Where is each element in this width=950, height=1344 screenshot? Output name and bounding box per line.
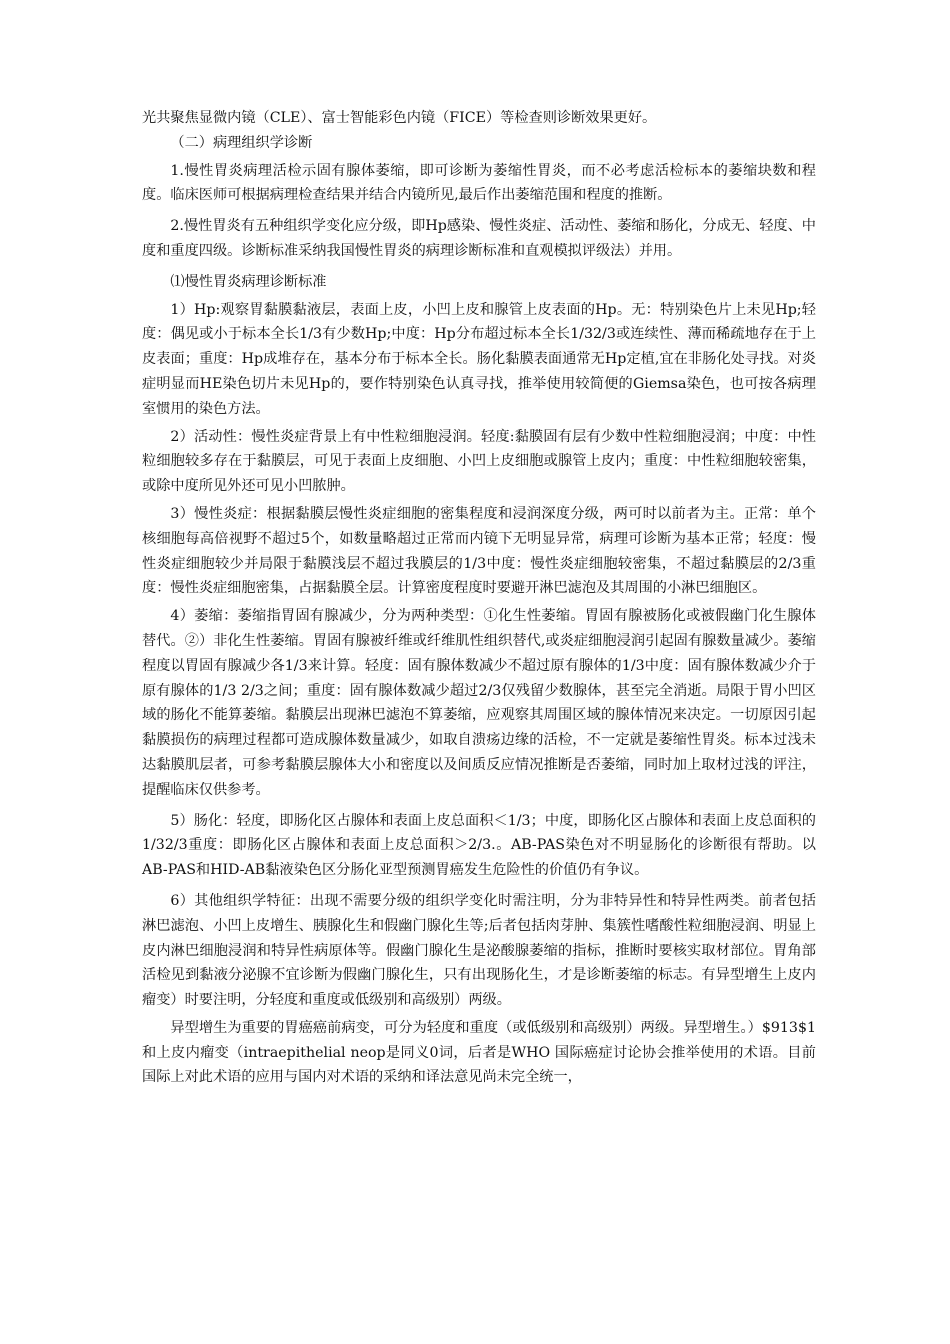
paragraph-criterion-inflammation: 3）慢性炎症：根据黏膜层慢性炎症细胞的密集程度和浸润深度分级，两可时以前者为主。正常：单个核细胞每高倍视野不超过5个，如数量略超过正常而内镜下无明显异常，病理可诊断为基本正常；轻度：慢性炎症细胞较少并局限于黏膜浅层不超过我膜层的1/3中度：慢性炎症细胞较密集，不超过黏膜层的2/3重度：慢性炎症细胞密集，占据黏膜全层。计算密度程度时要避开淋巴滤泡及其周围的小淋巴细胞区。 (142, 505, 816, 597)
paragraph-criterion-other: 6）其他组织学特征：出现不需要分级的组织学变化时需注明，分为非特异性和特异性两类。前者包括淋巴滤泡、小凹上皮增生、胰腺化生和假幽门腺化生等;后者包括肉芽肿、集簇性嗜酸性粒细胞浸润、明显上皮内淋巴细胞浸润和特异性病原体等。假幽门腺化生是泌酸腺萎缩的指标，推断时要核实取材部位。胃角部活检见到黏液分泌腺不宜诊断为假幽门腺化生，只有出现肠化生，才是诊断萎缩的标志。有异型增生上皮内瘤变）时要注明，分轻度和重度或低级别和高级别）两级。 (142, 892, 816, 1009)
paragraph-criterion-metaplasia: 5）肠化：轻度，即肠化区占腺体和表面上皮总面积＜1/3；中度，即肠化区占腺体和表面上皮总面积的1/32/3重度：即肠化区占腺体和表面上皮总面积＞2/3.。AB-PAS染色对不明显肠化的诊断很有帮助。以AB-PAS和HID-AB黏液染色区分肠化亚型预测胃癌发生危险性的价值仍有争议。 (142, 812, 816, 879)
paragraph-criterion-atrophy: 4）萎缩：萎缩指胃固有腺减少，分为两种类型：①化生性萎缩。胃固有腺被肠化或被假幽门化生腺体替代。②）非化生性萎缩。胃固有腺被纤维或纤维肌性组织替代,或炎症细胞浸润引起固有腺数量减少。萎缩程度以胃固有腺减少各1/3来计算。轻度：固有腺体数减少不超过原有腺体的1/3中度：固有腺体数减少介于原有腺体的1/3 2/3之间；重度：固有腺体数减少超过2/3仅残留少数腺体，甚至完全消逝。局限于胃小凹区域的肠化不能算萎缩。黏膜层出现淋巴滤泡不算萎缩，应观察其周围区域的腺体情况来决定。一切原因引起黏膜损伤的病理过程都可造成腺体数量减少，如取自溃疡边缘的活检，不一定就是萎缩性胃炎。标本过浅未达黏膜肌层者，可参考黏膜层腺体大小和密度以及间质反应情况推断是否萎缩，同时加上取材过浅的评注，提醒临床仅供参考。 (142, 608, 816, 798)
paragraph-item-2: 2.慢性胃炎有五种组织学变化应分级，即Hp感染、慢性炎症、活动性、萎缩和肠化，分成无、轻度、中度和重度四级。诊断标准采纳我国慢性胃炎的病理诊断标准和直观模拟评级法）并用。 (142, 218, 816, 259)
paragraph-dysplasia: 异型增生为重要的胃癌癌前病变，可分为轻度和重度（或低级别和高级别）两级。异型增生。）$913$1和上皮内瘤变（intraepithelial neop是同义0词，后者是WHO 国际癌症讨论协会推举使用的术语。目前国际上对此术语的应用与国内对术语的采纳和译法意见尚未完全统一， (142, 1019, 816, 1086)
paragraph-criterion-hp: 1）Hp:观察胃黏膜黏液层，表面上皮，小凹上皮和腺管上皮表面的Hp。无：特别染色片上未见Hp;轻度：偶见或小于标本全长1/3有少数Hp;中度：Hp分布超过标本全长1/32/3或连续性、薄而稀疏地存在于上皮表面；重度：Hp成堆存在，基本分布于标本全长。肠化黏膜表面通常无Hp定植,宜在非肠化处寻找。对炎症明显而HE染色切片未见Hp的，要作特别染色认真寻找，推举使用较简便的Giemsa染色，也可按各病理室惯用的染色方法。 (142, 301, 816, 417)
paragraph-intro-continuation: 光共聚焦显微内镜（CLE）、富士智能彩色内镜（FICE）等检查则诊断效果更好。 (142, 110, 657, 126)
document-page (142, 106, 816, 1090)
paragraph-item-1: 1.慢性胃炎病理活检示固有腺体萎缩，即可诊断为萎缩性胃炎，而不必考虑活检标本的萎缩块数和程度。临床医师可根据病理检查结果并结合内镜所见,最后作出萎缩范围和程度的推断。 (142, 162, 816, 204)
subheading-diagnostic-standard: ⑴慢性胃炎病理诊断标准 (170, 273, 327, 290)
paragraph-criterion-activity: 2）活动性：慢性炎症背景上有中性粒细胞浸润。轻度:黏膜固有层有少数中性粒细胞浸润；中度：中性粒细胞较多存在于黏膜层，可见于表面上皮细胞、小凹上皮细胞或腺管上皮内；重度：中性粒细胞较密集，或除中度所见外还可见小凹脓肿。 (142, 428, 816, 495)
section-heading: （二）病理组织学诊断 (170, 134, 313, 151)
